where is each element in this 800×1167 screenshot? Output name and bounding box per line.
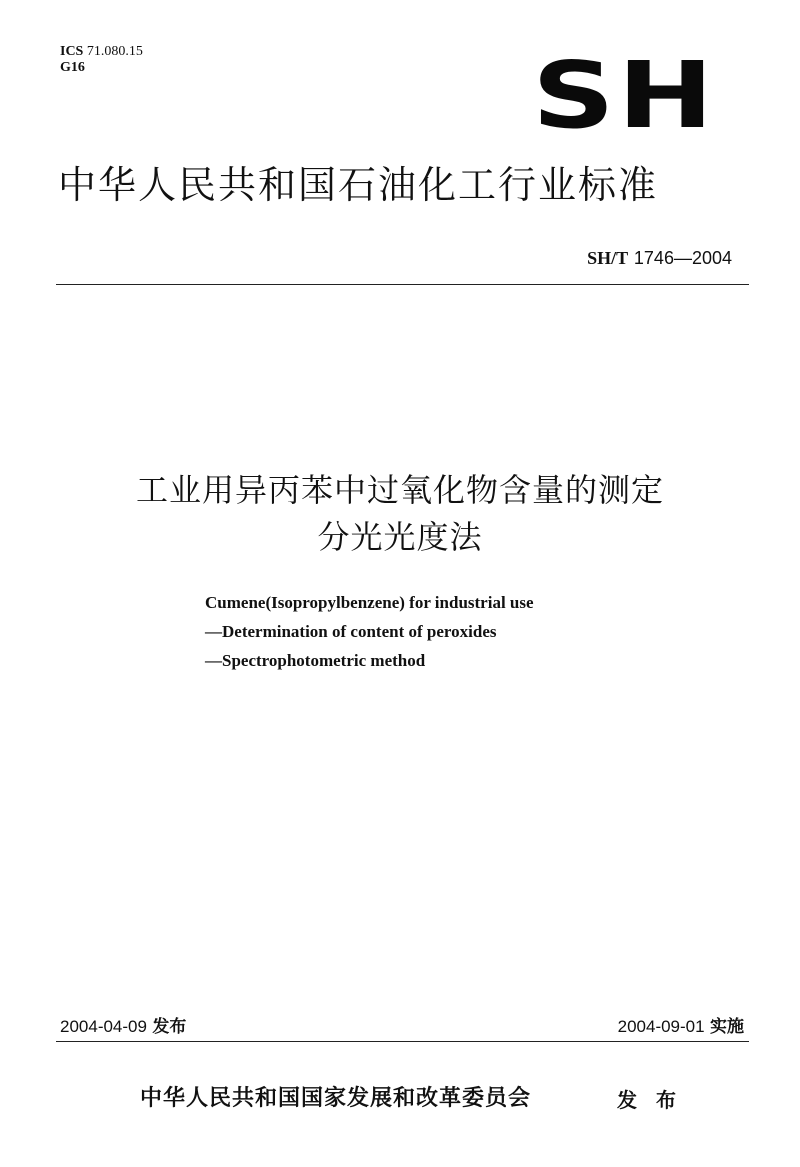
publisher-name: 中华人民共和国国家发展和改革委员会 bbox=[140, 1086, 532, 1111]
standard-prefix: SH/T bbox=[587, 248, 629, 268]
classification-code: G16 bbox=[60, 60, 85, 75]
english-title-line-1: Cumene(Isopropylbenzene) for industrial use bbox=[205, 593, 534, 612]
english-title-line-3: —Spectrophotometric method bbox=[205, 651, 426, 670]
issue-label: 发布 bbox=[152, 1017, 187, 1037]
english-title-line-2: —Determination of content of peroxides bbox=[205, 622, 497, 641]
effective-date: 2004-09-01 bbox=[617, 1017, 705, 1036]
bottom-divider bbox=[56, 1041, 749, 1042]
sh-logo: SH bbox=[532, 42, 717, 149]
ics-label: ICS bbox=[60, 44, 84, 59]
ics-block bbox=[60, 44, 143, 76]
issue-date: 2004-04-09 bbox=[60, 1017, 147, 1036]
standard-number bbox=[587, 247, 732, 270]
issue-date-block bbox=[60, 1016, 186, 1038]
organization-title: 中华人民共和国石油化工行业标准 bbox=[58, 163, 659, 207]
effective-date-block bbox=[618, 1016, 744, 1038]
english-title bbox=[205, 588, 534, 675]
top-divider bbox=[56, 284, 749, 285]
chinese-title-line-2: 分光光度法 bbox=[317, 518, 483, 556]
effective-label: 实施 bbox=[710, 1017, 744, 1037]
publish-label: 发 布 bbox=[617, 1088, 682, 1112]
standard-code: 1746—2004 bbox=[633, 248, 732, 268]
ics-code: 71.080.15 bbox=[86, 44, 143, 59]
chinese-title-line-1: 工业用异丙苯中过氧化物含量的测定 bbox=[135, 471, 664, 509]
ics-line bbox=[60, 44, 143, 60]
